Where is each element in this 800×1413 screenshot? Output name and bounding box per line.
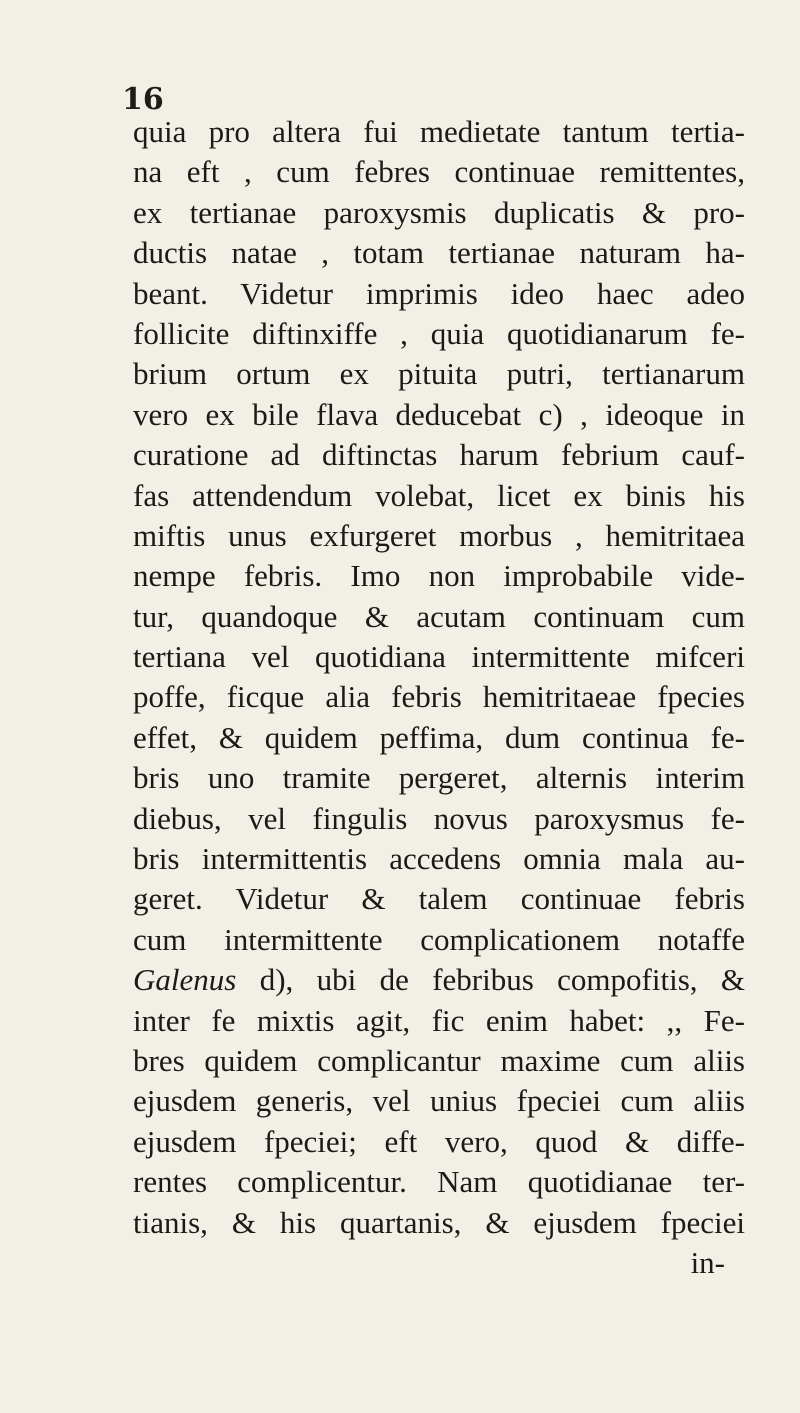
text-line: bris intermittentis accedens omnia mala au-	[133, 841, 745, 877]
body-text	[133, 112, 745, 1283]
text-line: quia pro altera fui medietate tantum tertia-	[133, 114, 745, 149]
text-line: inter fe mixtis agit, fic enim habet: ,, Fe-	[133, 1002, 745, 1038]
text-line: nempe febris. Imo non improbabile vide-	[133, 558, 745, 594]
text-line: effet, & quidem peffima, dum continua fe-	[133, 719, 745, 755]
author-name: Galenus	[133, 962, 237, 998]
text-line: diebus, vel fingulis novus paroxysmus fe-	[133, 800, 745, 836]
text-line: rentes complicentur. Nam quotidianae ter-	[133, 1164, 745, 1200]
text-line: vero ex bile flava deducebat c) , ideoque in	[133, 396, 745, 432]
text-line: fas attendendum volebat, licet ex binis his	[133, 477, 745, 513]
text-line: ductis natae , totam tertianae naturam ha-	[133, 235, 745, 271]
text-line: cum intermittente complicationem notaffe	[133, 921, 745, 957]
text-fragment: d), ubi de febribus compofitis, &	[236, 962, 745, 998]
page-number: 16	[122, 82, 164, 117]
text-line: tianis, & his quartanis, & ejusdem fpeciei	[133, 1204, 745, 1240]
text-line: ejusdem fpeciei; eft vero, quod & diffe-	[133, 1123, 745, 1159]
text-line: geret. Videtur & talem continuae febris	[133, 881, 745, 917]
text-line: ejusdem generis, vel unius fpeciei cum aliis	[133, 1083, 745, 1119]
text-line: miftis unus exfurgeret morbus , hemitritaea	[133, 517, 745, 553]
text-line: beant. Videtur imprimis ideo haec adeo	[133, 275, 745, 311]
text-line: follicite diftinxiffe , quia quotidianarum fe-	[133, 315, 745, 351]
text-line: poffe, ficque alia febris hemitritaeae fpecies	[133, 679, 745, 715]
text-line: curatione ad diftinctas harum febrium cauf-	[133, 437, 745, 473]
text-line: na eft , cum febres continuae remittentes,	[133, 154, 745, 190]
text-line: tertiana vel quotidiana intermittente mifceri	[133, 639, 745, 675]
text-line: bres quidem complicantur maxime cum aliis	[133, 1042, 745, 1078]
text-line: ex tertianae paroxysmis duplicatis & pro-	[133, 194, 745, 230]
text-line: bris uno tramite pergeret, alternis interim	[133, 760, 745, 796]
text-line-galenus	[133, 960, 745, 1000]
text-line: tur, quandoque & acutam continuam cum	[133, 598, 745, 634]
catchword: in-	[690, 1244, 725, 1280]
text-line: brium ortum ex pituita putri, tertianarum	[133, 356, 745, 392]
